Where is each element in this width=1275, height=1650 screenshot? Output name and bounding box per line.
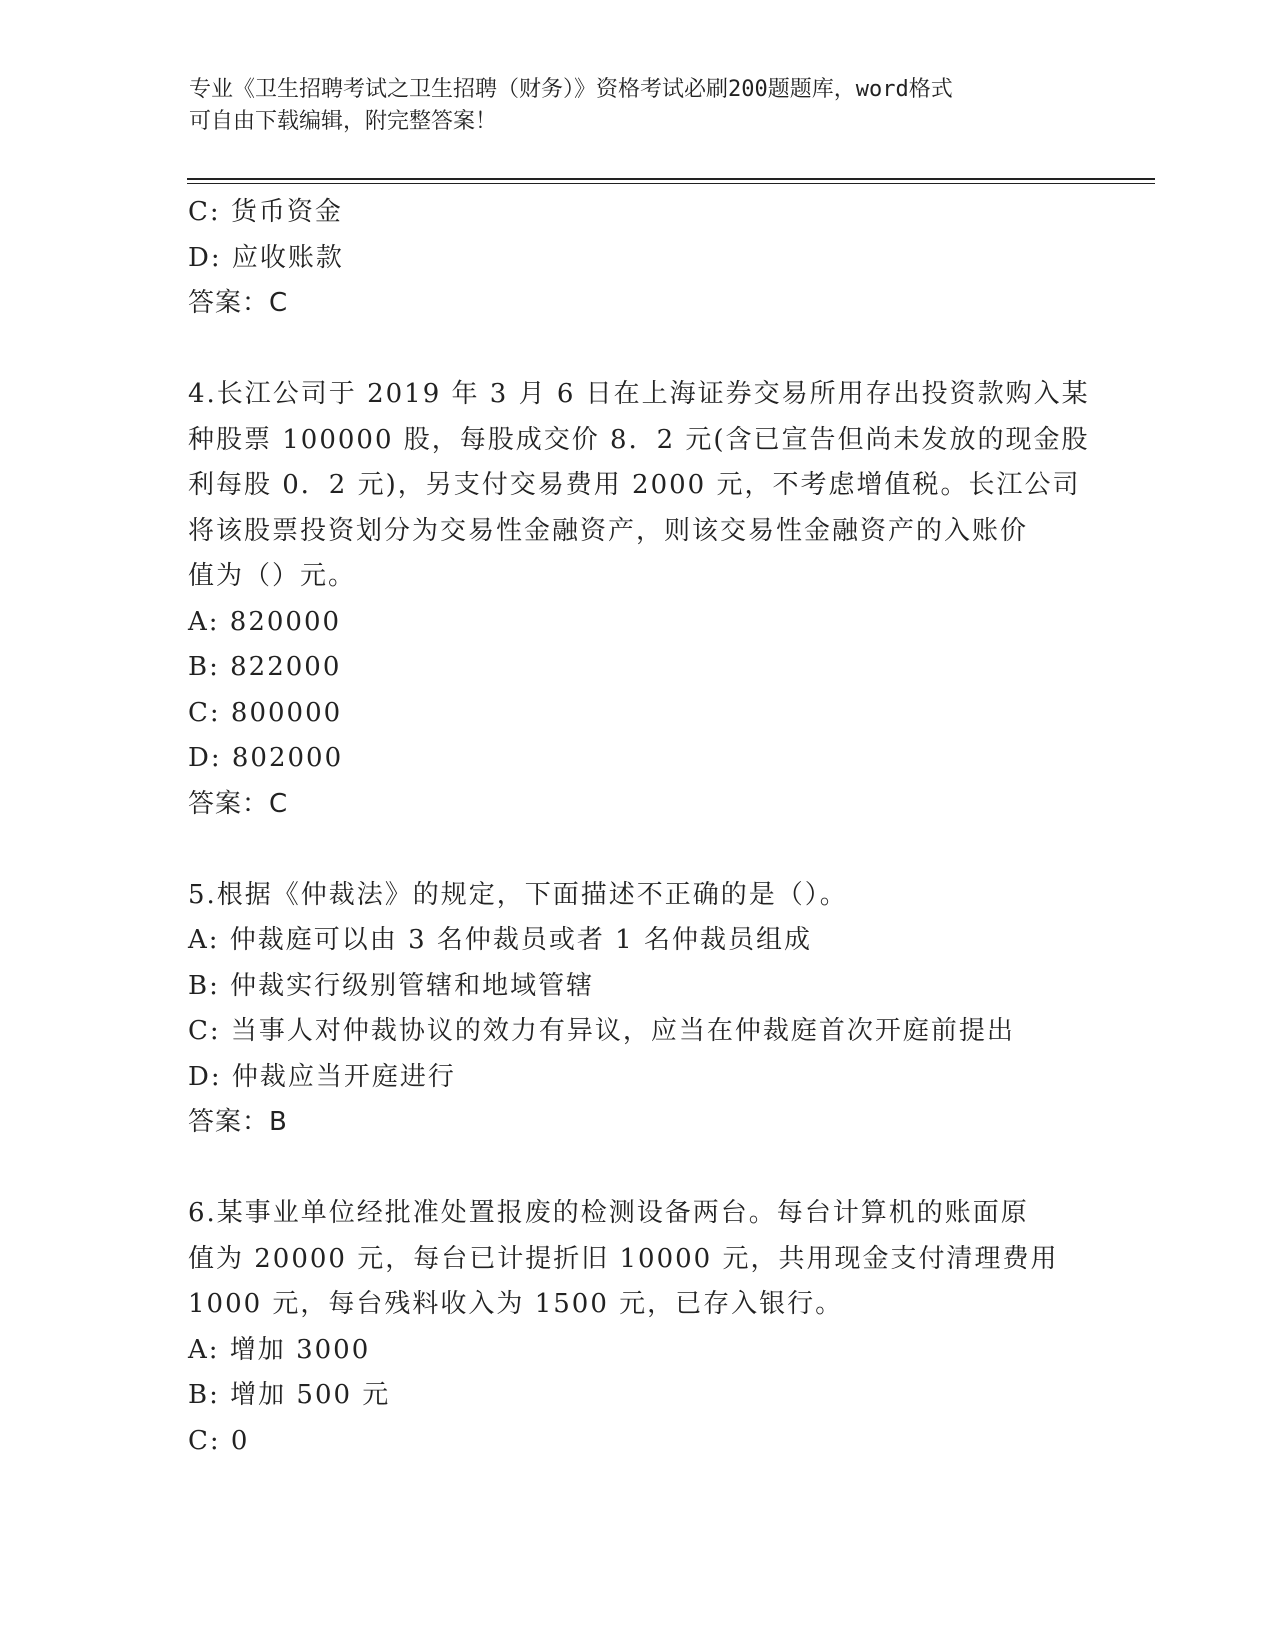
option-d: D: 应收账款 — [188, 242, 344, 273]
question-6 — [188, 1191, 1088, 1464]
question-stem-line: 值为 20000 元，每台已计提折旧 10000 元，共用现金支付清理费用 — [188, 1243, 1059, 1274]
question-stem-line: 5.根据《仲裁法》的规定，下面描述不正确的是（）。 — [188, 879, 848, 910]
question-3-tail — [188, 190, 1088, 327]
option-d: D: 802000 — [188, 743, 344, 773]
header-line-1: 专业《卫生招聘考试之卫生招聘（财务）》资格考试必刷200题题库，word格式 — [189, 77, 953, 102]
option-b: B: 增加 500 元 — [188, 1380, 391, 1410]
answer: 答案：B — [188, 1107, 288, 1137]
answer: 答案：C — [188, 788, 289, 819]
question-stem-line: 利每股 0．2 元)，另支付交易费用 2000 元，不考虑增值税。长江公司 — [188, 470, 1081, 500]
option-a: A: 仲裁庭可以由 3 名仲裁员或者 1 名仲裁员组成 — [188, 925, 812, 955]
question-stem-line: 种股票 100000 股，每股成交价 8．2 元(含已宣告但尚未发放的现金股 — [188, 424, 1090, 455]
header-divider-thin — [187, 183, 1155, 184]
question-4 — [188, 372, 1088, 827]
answer: 答案：C — [188, 288, 289, 318]
option-c: C: 当事人对仲裁协议的效力有异议，应当在仲裁庭首次开庭前提出 — [188, 1016, 1015, 1046]
question-stem-line: 值为（）元。 — [188, 561, 357, 591]
question-stem-line: 将该股票投资划分为交易性金融资产，则该交易性金融资产的入账价 — [188, 515, 1029, 546]
option-b: B: 822000 — [188, 652, 342, 682]
header-line-2: 可自由下载编辑，附完整答案！ — [189, 109, 498, 134]
question-list — [188, 190, 1088, 1464]
option-b: B: 仲裁实行级别管辖和地域管辖 — [188, 970, 595, 1001]
option-d: D: 仲裁应当开庭进行 — [188, 1061, 456, 1092]
document-header — [189, 74, 1089, 138]
question-stem-line: 4.长江公司于 2019 年 3 月 6 日在上海证券交易所用存出投资款购入某 — [188, 379, 1090, 409]
question-5 — [188, 873, 1088, 1146]
header-divider-thick — [187, 178, 1155, 180]
question-stem-line: 6.某事业单位经批准处置报废的检测设备两台。每台计算机的账面原 — [188, 1198, 1029, 1228]
question-stem-line: 1000 元，每台残料收入为 1500 元，已存入银行。 — [188, 1289, 844, 1319]
option-a: A: 820000 — [188, 606, 342, 637]
option-a: A: 增加 3000 — [188, 1334, 371, 1365]
option-c: C: 0 — [188, 1425, 250, 1456]
option-c: C: 800000 — [188, 697, 343, 728]
option-c: C: 货币资金 — [188, 197, 343, 227]
